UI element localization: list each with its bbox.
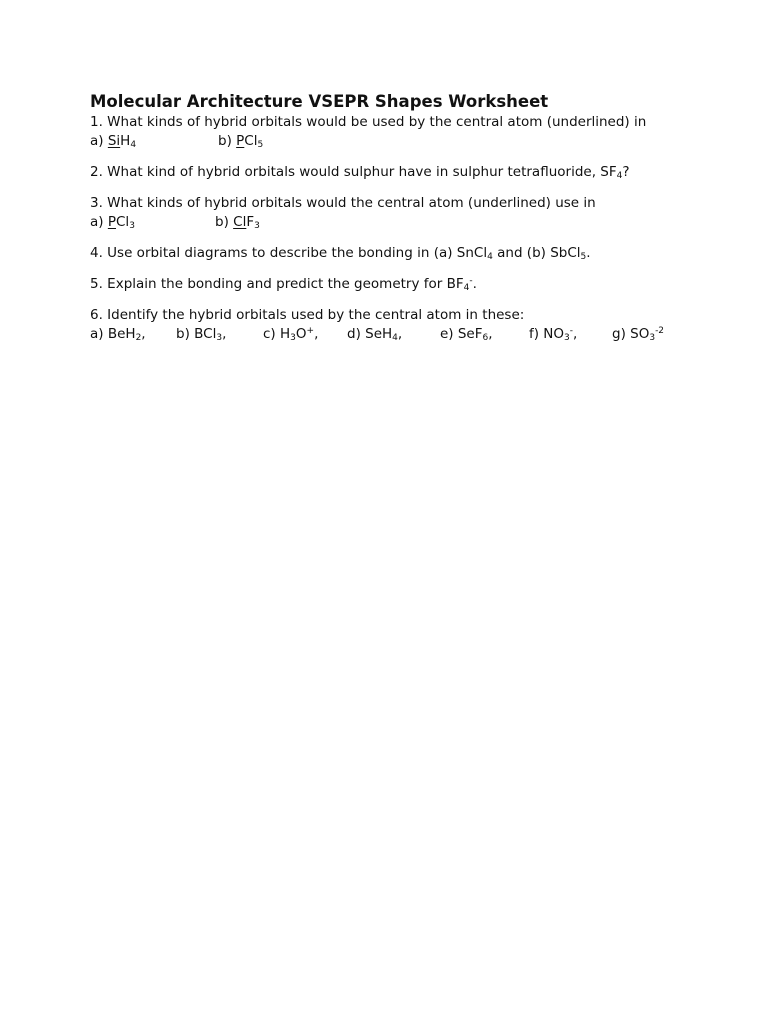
q6-option-d: d) SeH$_4$,	[347, 326, 403, 343]
question-3-options	[90, 213, 690, 232]
q3-option-b: b) ClF$_3$	[215, 214, 260, 231]
question-6: 6. Identify the hybrid orbitals used by the central atom in these:	[90, 307, 525, 323]
q3-option-a: a) PCl$_3$	[90, 214, 135, 231]
question-1-options	[90, 132, 690, 151]
q6-option-c: c) $H_3O^+$,	[263, 326, 319, 343]
q6-option-e: e) SeF$_6$,	[440, 326, 493, 343]
q1-option-a: a) SiH$_4$	[90, 133, 137, 150]
worksheet-title: Molecular Architecture VSEPR Shapes Worksheet	[90, 92, 549, 111]
q6-option-g: g) $SO_3^{-2}$	[612, 326, 665, 343]
q1-option-b: b) PCl$_5$	[218, 133, 264, 150]
question-4: 4. Use orbital diagrams to describe the bonding in (a) SnCl$_4$ and (b) SbCl$_5$.	[90, 245, 591, 262]
q6-option-a: a) BeH$_2$,	[90, 326, 146, 343]
worksheet	[90, 92, 690, 344]
question-2: 2. What kind of hybrid orbitals would sulphur have in sulphur tetrafluoride, $SF_4$?	[90, 164, 630, 181]
question-1: 1. What kinds of hybrid orbitals would be used by the central atom (underlined) in	[90, 114, 647, 130]
question-5: 5. Explain the bonding and predict the geometry for $BF_4^-$.	[90, 276, 477, 293]
q6-option-f: f) $NO_3^-$,	[529, 326, 578, 343]
question-3: 3. What kinds of hybrid orbitals would the central atom (underlined) use in	[90, 195, 596, 211]
question-6-options	[90, 325, 690, 344]
q6-option-b: b) BCl$_3$,	[176, 326, 227, 343]
